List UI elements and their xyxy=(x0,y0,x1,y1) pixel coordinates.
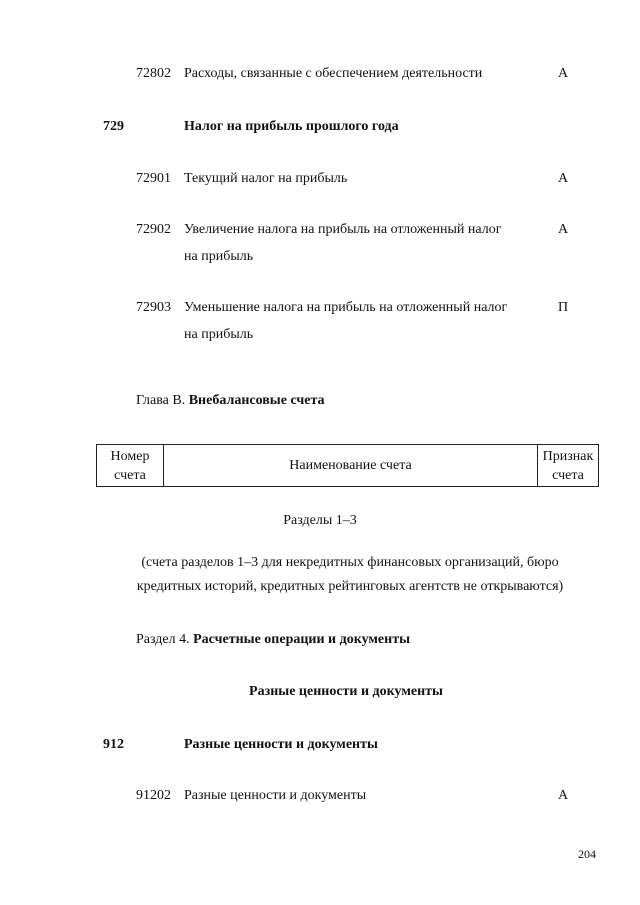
accounts-table-header xyxy=(96,444,599,487)
group-code: 912 xyxy=(103,737,124,752)
section4-prefix: Раздел 4. xyxy=(136,632,190,647)
account-name-cont: на прибыль xyxy=(184,249,254,264)
account-sign: А xyxy=(558,171,569,186)
header-name-cell: Наименование счета xyxy=(164,445,538,487)
account-name: Расходы, связанные с обеспечением деятельности xyxy=(184,66,483,81)
header-sign-line2: счета xyxy=(552,467,584,483)
account-name-cont: на прибыль xyxy=(184,327,254,342)
sections-note-line1: (счета разделов 1–3 для некредитных финансовых организаций, бюро xyxy=(141,555,559,570)
chapter-prefix: Глава В. xyxy=(136,393,186,408)
section4-title: Расчетные операции и документы xyxy=(193,632,411,647)
account-code: 72802 xyxy=(136,66,171,81)
account-name: Уменьшение налога на прибыль на отложенный налог xyxy=(184,300,508,315)
group-name: Разные ценности и документы xyxy=(184,737,378,752)
section4-heading xyxy=(136,632,410,648)
account-sign: А xyxy=(558,222,569,237)
account-code: 72903 xyxy=(136,300,171,315)
sections-title: Разделы 1–3 xyxy=(283,513,357,528)
chapter-heading xyxy=(136,393,325,409)
header-sign-cell xyxy=(538,445,599,487)
header-number-cell xyxy=(97,445,164,487)
account-code: 72902 xyxy=(136,222,171,237)
group-name: Налог на прибыль прошлого года xyxy=(184,119,399,134)
header-sign-line1: Признак xyxy=(542,448,594,464)
sections-note-line2: кредитных историй, кредитных рейтинговых агентств не открываются) xyxy=(136,579,564,594)
account-name: Разные ценности и документы xyxy=(184,788,367,803)
account-name: Текущий налог на прибыль xyxy=(184,171,348,186)
subsection-title: Разные ценности и документы xyxy=(249,684,443,699)
account-sign: П xyxy=(558,300,569,315)
account-name: Увеличение налога на прибыль на отложенный налог xyxy=(184,222,502,237)
header-number-line2: счета xyxy=(114,467,146,483)
account-code: 72901 xyxy=(136,171,171,186)
page-number: 204 xyxy=(578,847,596,861)
account-sign: А xyxy=(558,66,569,81)
account-sign: А xyxy=(558,788,569,803)
header-number-line1: Номер xyxy=(110,448,150,464)
chapter-title: Внебалансовые счета xyxy=(188,393,325,408)
group-code: 729 xyxy=(103,119,124,134)
account-code: 91202 xyxy=(136,788,171,803)
